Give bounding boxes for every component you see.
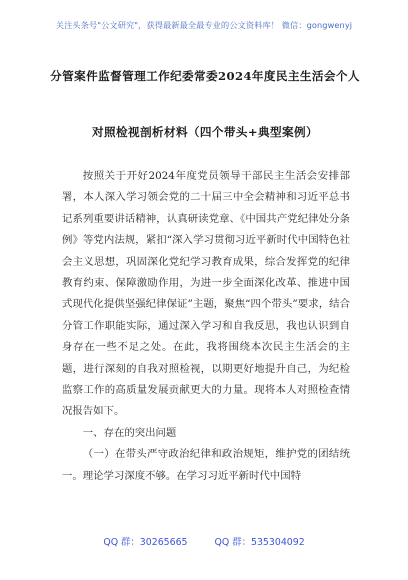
section-heading-1: 一、存在的突出问题 xyxy=(82,426,177,439)
footer-contacts xyxy=(0,534,408,548)
body-paragraph-2: （一）在带头严守政治纪律和政治规矩，维护党的团结统一。理论学习深度不够。在学习习近平新时代中国特 xyxy=(62,448,350,482)
document-body xyxy=(62,166,350,487)
body-paragraph-1: 按照关于开好2024年度党员领导干部民主生活会安排部署，本人深入学习领会党的二十届三中全会精神和习近平总书记系列重要讲话精神，认真研读党章、《中国共产党纪律处分条例》等党内法规，紧扣“深入学习贯彻习近平新时代中国特色社会主义思想，巩固深化党纪学习教育成果，综合发挥党的纪律教育约束、保障激励作用，为进一步全面深化改革、推进中国式现代化提供坚强纪律保证”主题，聚焦“四个带头”要求，结合分管工作职能实际，通过深入学习和自我反思，我也认识到自身存在一些不足之处。在此，我将围绕本次民主生活会的主题，进行深刻的自我对照检视，以期更好地提升自己，为纪检监察工作的高质量发展贡献更大的力量。现将本人对照检查情况报告如下。 xyxy=(62,170,350,418)
document-title-line-1: 分管案件监督管理工作纪委常委2024年度民主生活会个人 xyxy=(50,69,360,83)
document-title-line-2: 对照检视剖析材料（四个带头+典型案例） xyxy=(91,125,318,139)
footer-qq-group-2: QQ 群：535304092 xyxy=(214,537,305,548)
footer-qq-group-1: QQ 群：30265665 xyxy=(103,537,188,548)
header-notice: 关注头条号"公文研究"，获得最新最全最专业的公文资料库！ 微信：gongwenyj xyxy=(55,20,353,30)
